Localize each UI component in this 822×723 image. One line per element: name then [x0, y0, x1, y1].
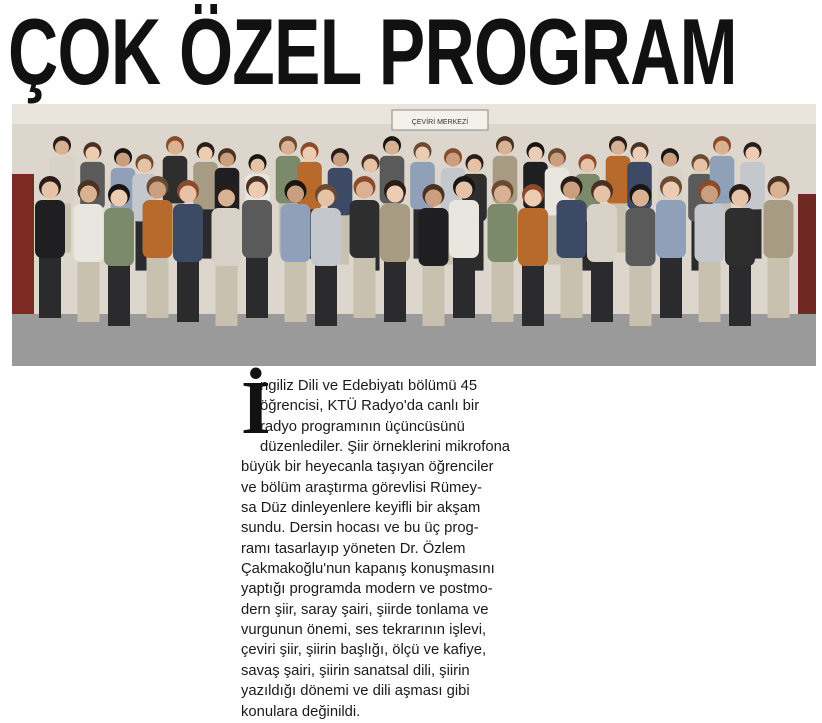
sign-text: ÇEVİRİ MERKEZİ: [411, 119, 469, 126]
article-line: yazıldığı dönemi ve dili aşması gibi: [241, 683, 470, 700]
article-line: konulara değinildi.: [241, 703, 361, 720]
article-line: sa Düz dinleyenlere keyifli bir akşam: [241, 500, 481, 517]
article-line: radyo programının üçüncüsünü: [260, 418, 465, 435]
floor: [12, 314, 816, 366]
article-line: öğrencisi, KTÜ Radyo'da canlı bir: [260, 398, 480, 415]
article-line: vurgunun önemi, ses tekrarının işlevi,: [241, 622, 487, 639]
article-line: yaptığı programda modern ve postmo-: [241, 581, 493, 598]
seats-left: [12, 174, 34, 314]
article-line: dern şiir, saray şairi, şiirde tonlama ve: [241, 601, 489, 618]
group-photo: [12, 104, 816, 366]
article-line: Çakmakoğlu'nun kapanış konuşmasını: [241, 561, 495, 578]
article-line: sundu. Dersin hocası ve bu üç prog-: [241, 520, 479, 537]
seats-right: [798, 194, 816, 314]
article-line: ramı tasarlayıp yöneten Dr. Özlem: [241, 540, 466, 557]
headline: ÇOK ÖZEL PROGRAM: [8, 0, 737, 104]
article-body: [241, 366, 549, 722]
article-line: savaş şairi, şiirin sanatsal dili, şiirin: [241, 662, 470, 679]
dropcap: İ: [241, 366, 271, 450]
article-line: düzenlediler. Şiir örneklerini mikrofona: [260, 439, 511, 456]
article-line: büyük bir heyecanla taşıyan öğrenciler: [241, 459, 494, 476]
article-line: ngiliz Dili ve Edebiyatı bölümü 45: [260, 378, 478, 394]
article-line: çeviri şiir, şiirin başlığı, ölçü ve kafiye,: [241, 642, 487, 659]
group-photo-illustration: [12, 104, 816, 366]
article-line: ve bölüm araştırma görevlisi Rümey-: [241, 479, 482, 496]
